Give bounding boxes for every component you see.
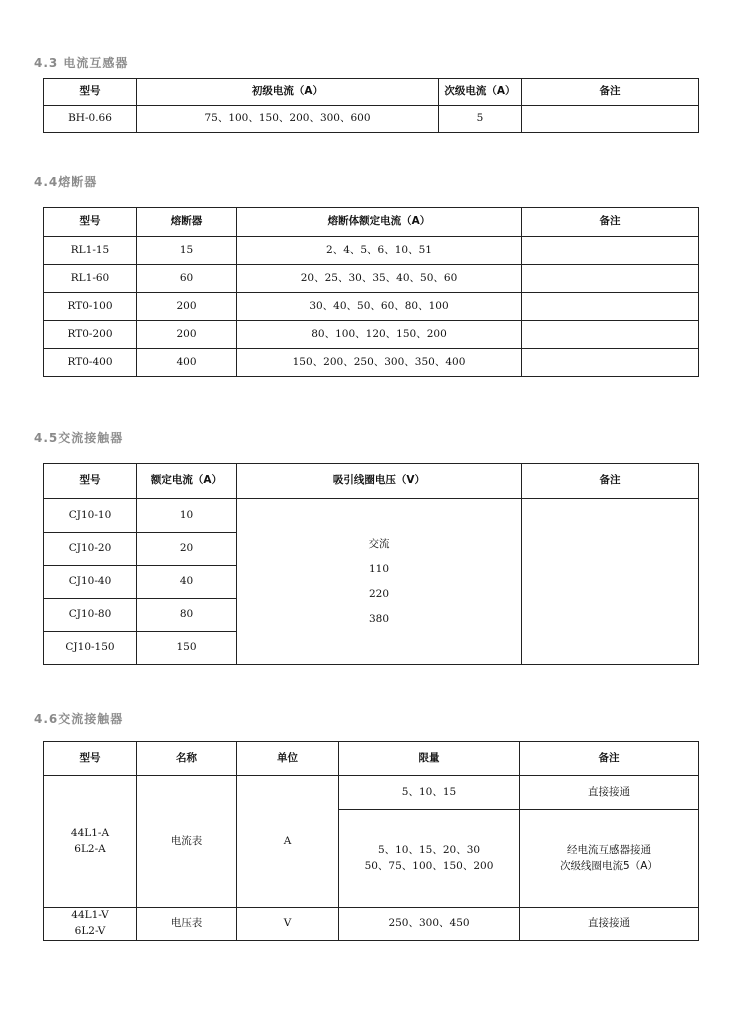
header-name: 名称 bbox=[137, 742, 237, 776]
cell-rated-current: 80 bbox=[137, 599, 237, 632]
cell-rated-current: 10 bbox=[137, 499, 237, 533]
table-row bbox=[44, 106, 699, 133]
limit-line: 5、10、15、20、30 bbox=[377, 843, 481, 856]
header-secondary-current: 次级电流（A） bbox=[439, 79, 522, 106]
section-4-4-heading: 4.4熔断器 bbox=[34, 175, 98, 189]
cell-model: CJ10-80 bbox=[44, 599, 137, 632]
cell-rated-current: 20 bbox=[137, 533, 237, 566]
cell-model: CJ10-20 bbox=[44, 533, 137, 566]
cell-fuse: 15 bbox=[137, 237, 237, 265]
model-line: 6L2-V bbox=[74, 925, 106, 937]
table-row bbox=[44, 293, 699, 321]
cell-model: RT0-200 bbox=[44, 321, 137, 349]
table-row bbox=[44, 499, 699, 533]
header-fuse: 熔断器 bbox=[137, 208, 237, 237]
cell-secondary-current: 5 bbox=[439, 106, 522, 133]
section-4-3-heading: 4.3 电流互感器 bbox=[34, 56, 129, 70]
header-note: 备注 bbox=[522, 464, 699, 499]
cell-fuse: 200 bbox=[137, 293, 237, 321]
cell-model: RL1-60 bbox=[44, 265, 137, 293]
cell-rated-current: 20、25、30、35、40、50、60 bbox=[237, 265, 522, 293]
header-limit: 限量 bbox=[339, 742, 520, 776]
cell-model: RL1-15 bbox=[44, 237, 137, 265]
cell-note bbox=[522, 499, 699, 665]
cell-rated-current: 150、200、250、300、350、400 bbox=[237, 349, 522, 377]
coil-type: 交流 bbox=[368, 537, 390, 550]
header-model: 型号 bbox=[44, 79, 137, 106]
cell-limit: 250、300、450 bbox=[339, 908, 520, 941]
cell-rated-current: 2、4、5、6、10、51 bbox=[237, 237, 522, 265]
header-rated-current: 额定电流（A） bbox=[137, 464, 237, 499]
cell-name: 电流表 bbox=[137, 776, 237, 908]
cell-fuse: 60 bbox=[137, 265, 237, 293]
current-transformer-table bbox=[43, 78, 699, 133]
limit-line: 50、75、100、150、200 bbox=[364, 859, 494, 872]
cell-limit bbox=[339, 810, 520, 908]
cell-note bbox=[522, 321, 699, 349]
cell-note bbox=[522, 293, 699, 321]
section-4-6-heading: 4.6交流接触器 bbox=[34, 712, 124, 726]
header-primary-current: 初级电流（A） bbox=[137, 79, 439, 106]
cell-name: 电压表 bbox=[137, 908, 237, 941]
cell-note bbox=[520, 810, 699, 908]
cell-coil-voltage bbox=[237, 499, 522, 665]
cell-model: BH-0.66 bbox=[44, 106, 137, 133]
table-row bbox=[44, 908, 699, 941]
table-header-row bbox=[44, 742, 699, 776]
model-line: 6L2-A bbox=[74, 842, 106, 855]
cell-note bbox=[522, 237, 699, 265]
cell-model: CJ10-150 bbox=[44, 632, 137, 665]
table-row bbox=[44, 776, 699, 810]
section-4-5-heading: 4.5交流接触器 bbox=[34, 431, 124, 445]
ac-contactor-table bbox=[43, 463, 699, 665]
header-model: 型号 bbox=[44, 742, 137, 776]
coil-voltage-value: 380 bbox=[368, 612, 390, 625]
model-line: 44L1-V bbox=[71, 909, 109, 922]
header-coil-voltage: 吸引线圈电压（V） bbox=[237, 464, 522, 499]
note-line: 次级线圈电流5（A） bbox=[560, 859, 658, 872]
meter-table bbox=[43, 741, 699, 941]
cell-limit: 5、10、15 bbox=[339, 776, 520, 810]
cell-note bbox=[522, 106, 699, 133]
table-row bbox=[44, 321, 699, 349]
cell-fuse: 200 bbox=[137, 321, 237, 349]
header-rated-current: 熔断体额定电流（A） bbox=[237, 208, 522, 237]
cell-model: CJ10-10 bbox=[44, 499, 137, 533]
table-row bbox=[44, 265, 699, 293]
cell-primary-current: 75、100、150、200、300、600 bbox=[137, 106, 439, 133]
coil-voltage-value: 110 bbox=[368, 562, 390, 575]
coil-voltage-value: 220 bbox=[368, 587, 390, 600]
table-header-row bbox=[44, 79, 699, 106]
cell-rated-current: 30、40、50、60、80、100 bbox=[237, 293, 522, 321]
cell-model: CJ10-40 bbox=[44, 566, 137, 599]
cell-note: 直接接通 bbox=[520, 908, 699, 941]
table-row bbox=[44, 349, 699, 377]
cell-rated-current: 80、100、120、150、200 bbox=[237, 321, 522, 349]
cell-note bbox=[522, 349, 699, 377]
cell-fuse: 400 bbox=[137, 349, 237, 377]
note-line: 经电流互感器接通 bbox=[567, 843, 651, 856]
fuse-table bbox=[43, 207, 699, 377]
cell-unit: V bbox=[237, 908, 339, 941]
cell-rated-current: 40 bbox=[137, 566, 237, 599]
cell-model bbox=[44, 776, 137, 908]
table-row bbox=[44, 237, 699, 265]
cell-note bbox=[522, 265, 699, 293]
header-unit: 单位 bbox=[237, 742, 339, 776]
model-line: 44L1-A bbox=[70, 826, 110, 839]
cell-model bbox=[44, 908, 137, 941]
header-note: 备注 bbox=[522, 79, 699, 106]
header-model: 型号 bbox=[44, 464, 137, 499]
table-header-row bbox=[44, 464, 699, 499]
cell-rated-current: 150 bbox=[137, 632, 237, 665]
cell-unit: A bbox=[237, 776, 339, 908]
header-note: 备注 bbox=[522, 208, 699, 237]
header-note: 备注 bbox=[520, 742, 699, 776]
cell-model: RT0-400 bbox=[44, 349, 137, 377]
header-model: 型号 bbox=[44, 208, 137, 237]
table-header-row bbox=[44, 208, 699, 237]
cell-model: RT0-100 bbox=[44, 293, 137, 321]
cell-note: 直接接通 bbox=[520, 776, 699, 810]
